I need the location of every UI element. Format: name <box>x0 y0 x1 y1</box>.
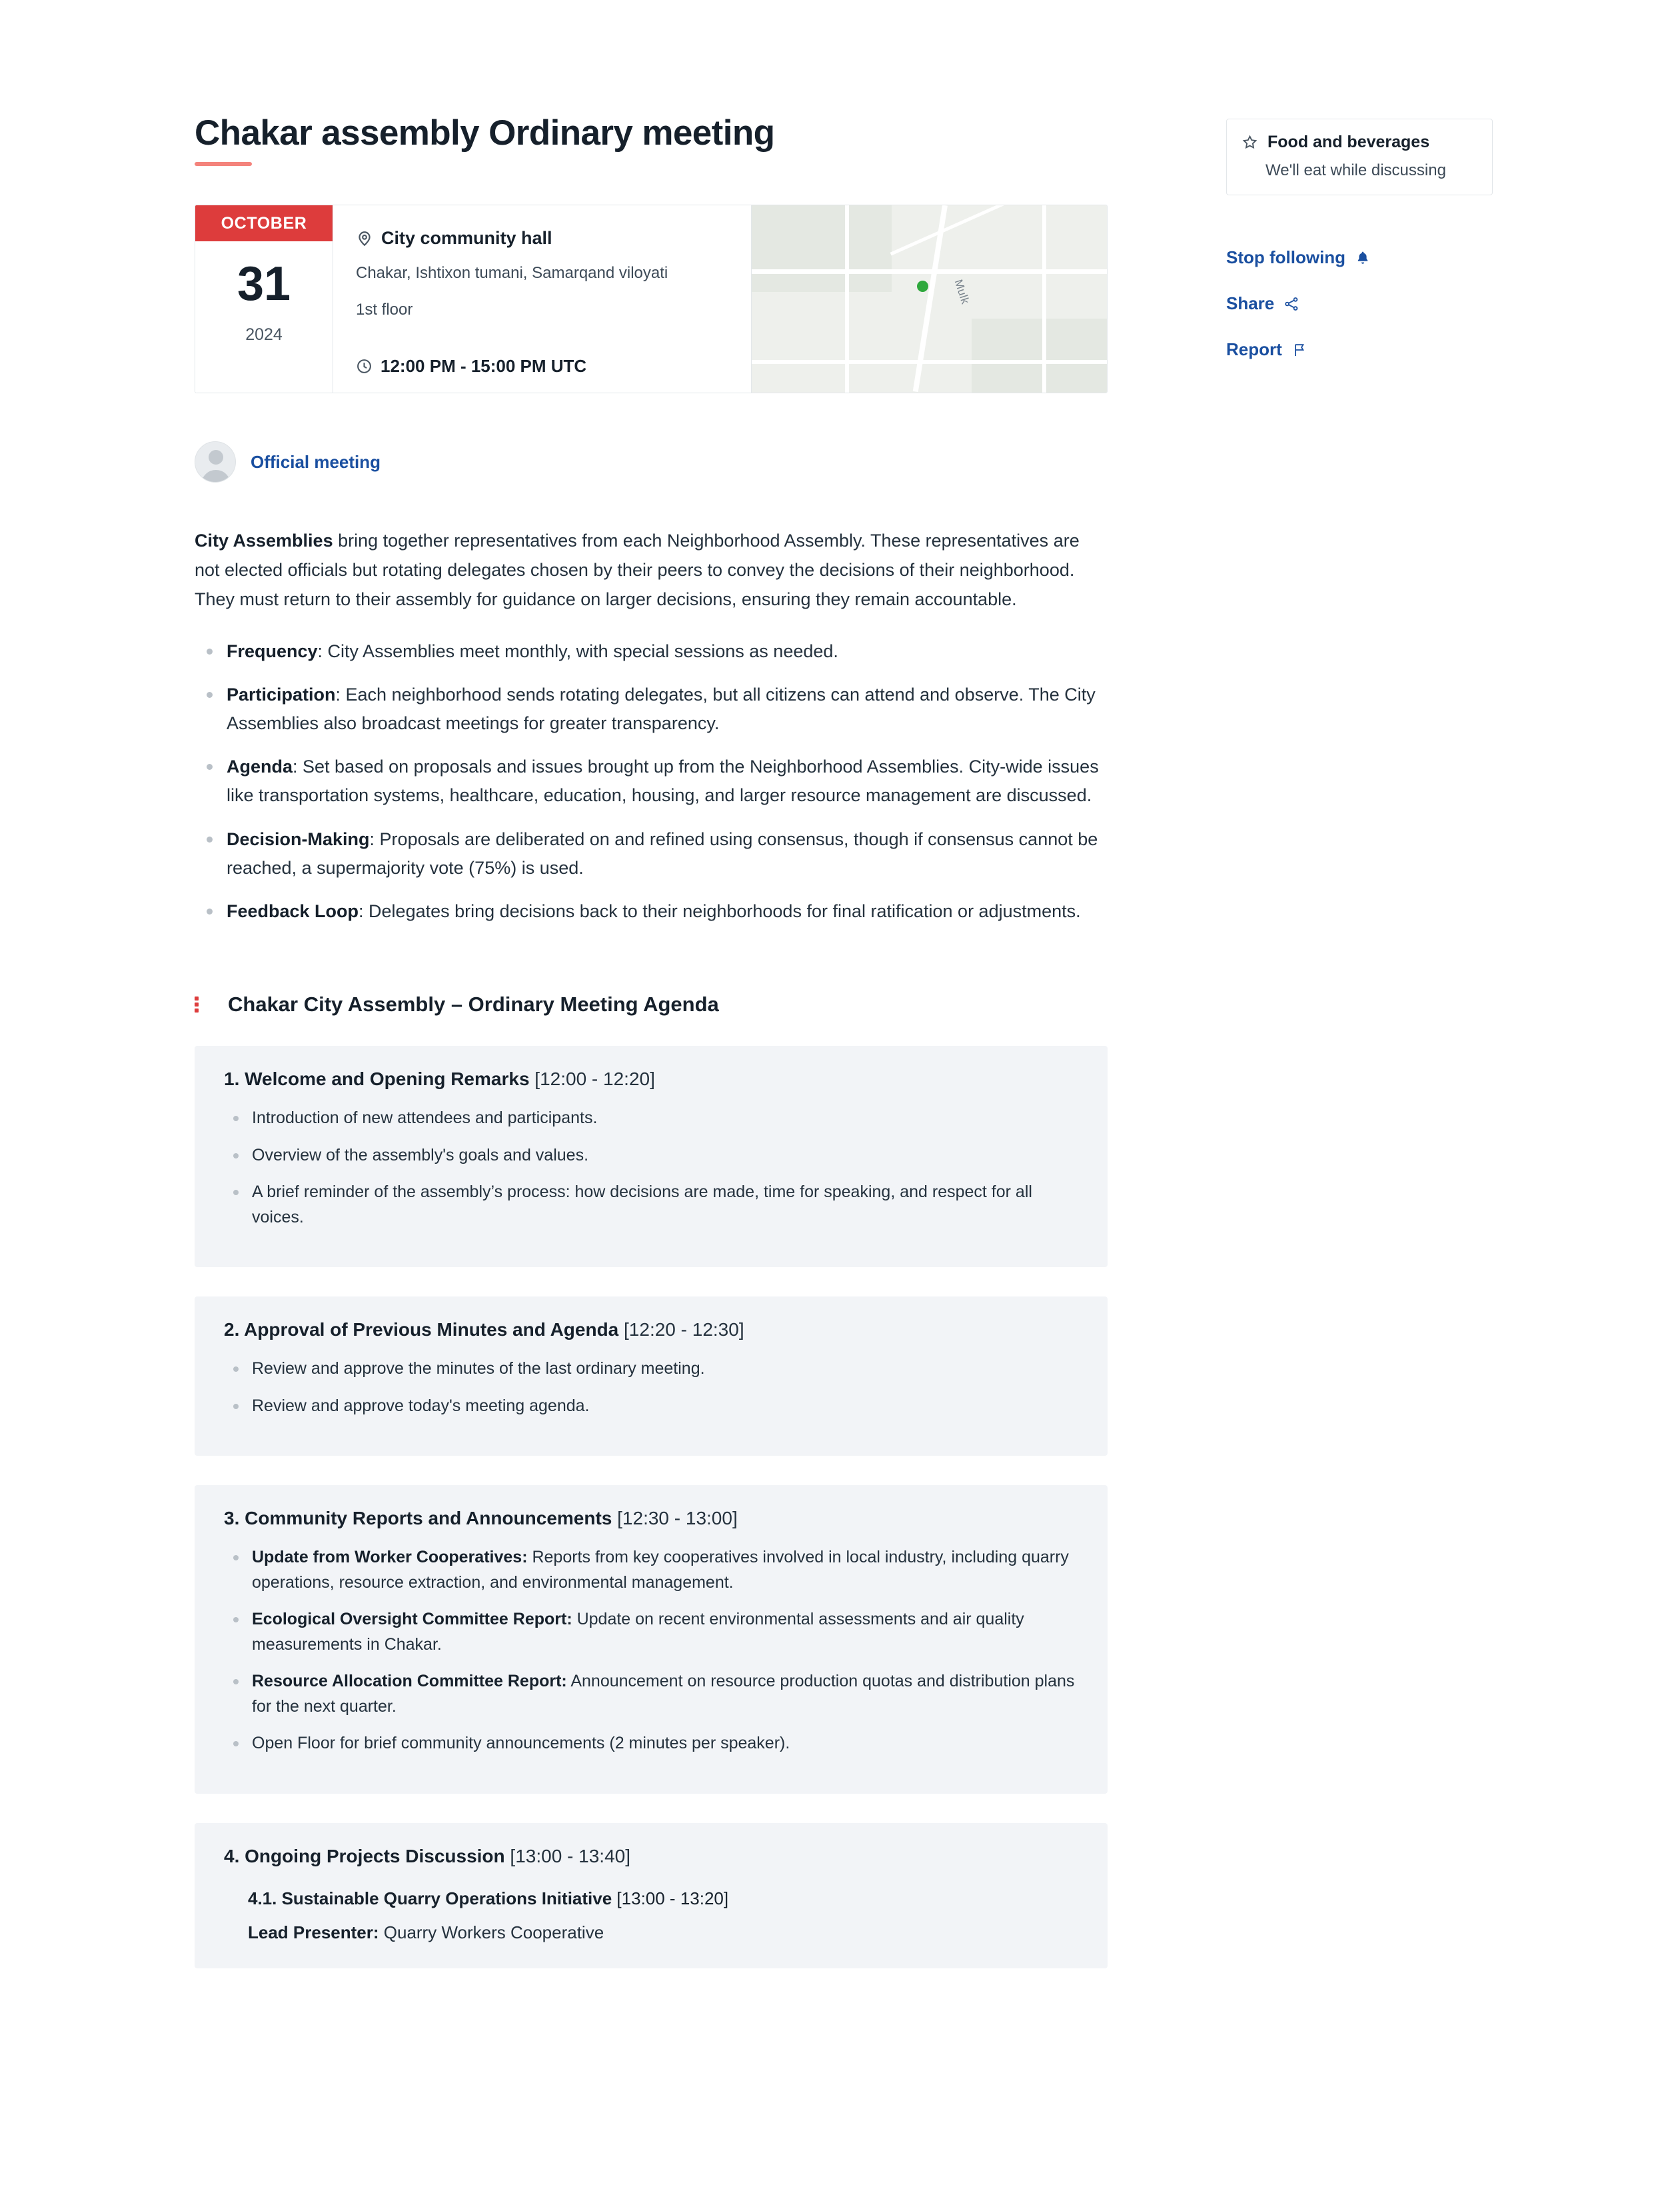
page-title: Chakar assembly Ordinary meeting <box>195 113 775 153</box>
agenda-section-title <box>224 1846 1078 1867</box>
author-row[interactable] <box>195 441 1108 483</box>
venue-name: City community hall <box>381 228 552 249</box>
flag-icon <box>1291 342 1307 358</box>
clock-icon <box>356 358 373 375</box>
bullet-text: Overview of the assembly's goals and values. <box>252 1145 589 1164</box>
agenda-section-title <box>224 1319 1078 1340</box>
map-location-dot <box>917 281 928 292</box>
bullet-label: Feedback Loop <box>227 901 359 921</box>
location-pin-icon <box>356 230 373 247</box>
agenda-section-2 <box>195 1296 1108 1456</box>
agenda-title-time: [12:00 - 12:20] <box>534 1069 655 1090</box>
agenda-heading <box>195 993 1108 1017</box>
bullet-text: A brief reminder of the assembly’s process: how decisions are made, time for speaking, and respect for all voices. <box>252 1182 1032 1226</box>
agenda-heading-text: Chakar City Assembly – Ordinary Meeting Agenda <box>228 993 719 1017</box>
bullet-label: Resource Allocation Committee Report: <box>252 1672 567 1691</box>
bullet-label: Update from Worker Cooperatives: <box>252 1548 528 1567</box>
intro-lead-rest: bring together representatives from each Neighborhood Assembly. These representatives are not elected officials but rotating delegates chosen by their peers to convey the decisions of their neighborhood. They must return to their assembly for guidance on larger decisions, ensuring they remain accountable. <box>195 531 1080 609</box>
agenda-section-title <box>224 1508 1078 1529</box>
bullet-label: Decision-Making <box>227 829 370 849</box>
food-box-subtitle: We'll eat while discussing <box>1265 161 1446 179</box>
agenda-title-text: 2. Approval of Previous Minutes and Agenda <box>224 1319 619 1340</box>
stop-following-label: Stop following <box>1226 247 1346 267</box>
user-avatar-icon <box>195 441 236 483</box>
venue-name-row <box>356 228 731 249</box>
agenda-section-3 <box>195 1485 1108 1794</box>
share-label: Share <box>1226 293 1275 313</box>
agenda-subsection-text: 4.1. Sustainable Quarry Operations Initiative <box>248 1888 612 1908</box>
list-item <box>224 1394 1078 1419</box>
list-item <box>224 1607 1078 1657</box>
list-item <box>224 1731 1078 1756</box>
event-date-block <box>195 205 333 393</box>
bullet-text: Update on recent environmental assessments and air quality measurements in Chakar. <box>252 1610 1024 1654</box>
list-item <box>224 1143 1078 1168</box>
list-item <box>195 825 1108 883</box>
bullet-text: Review and approve the minutes of the last ordinary meeting. <box>252 1359 705 1378</box>
food-box-header <box>1242 133 1477 152</box>
agenda-title-time: [13:00 - 13:40] <box>510 1845 630 1866</box>
presenter-label: Lead Presenter: <box>248 1922 379 1942</box>
bullet-text: : Delegates bring decisions back to their neighborhoods for final ratification or adjustments. <box>359 901 1081 921</box>
bullet-text: : Proposals are deliberated on and refined using consensus, though if consensus cannot be reached, a supermajority vote (75%) is used. <box>227 829 1098 878</box>
list-item <box>224 1356 1078 1382</box>
agenda-title-text: 1. Welcome and Opening Remarks <box>224 1069 530 1090</box>
list-item <box>224 1545 1078 1595</box>
agenda-section-1 <box>195 1046 1108 1267</box>
bullet-text: Open Floor for brief community announcements (2 minutes per speaker). <box>252 1734 790 1753</box>
list-item <box>224 1106 1078 1131</box>
share-icon <box>1283 296 1299 312</box>
event-venue-block <box>333 205 751 393</box>
bullet-text: Announcement on resource production quotas and distribution plans for the next quarter. <box>252 1672 1075 1716</box>
event-time: 12:00 PM - 15:00 PM UTC <box>381 356 587 377</box>
event-day: 31 <box>237 257 291 311</box>
food-box-title: Food and beverages <box>1267 133 1430 151</box>
event-year: 2024 <box>245 325 283 345</box>
presenter-value: Quarry Workers Cooperative <box>379 1922 604 1942</box>
food-and-beverages-box <box>1226 119 1493 195</box>
venue-address: Chakar, Ishtixon tumani, Samarqand viloyati <box>356 264 668 283</box>
agenda-subsection-time: [13:00 - 13:20] <box>616 1888 729 1908</box>
report-button[interactable] <box>1226 339 1493 360</box>
agenda-bullet-list <box>224 1545 1078 1756</box>
agenda-title-text: 3. Community Reports and Announcements <box>224 1508 612 1529</box>
stop-following-button[interactable] <box>1226 247 1493 268</box>
bullet-text: Reports from key cooperatives involved in local industry, including quarry operations, resource extraction, and environmental management. <box>252 1548 1069 1592</box>
list-item <box>195 681 1108 738</box>
agenda-section-title <box>224 1069 1078 1090</box>
star-icon <box>1242 134 1258 151</box>
event-time-row <box>356 356 586 377</box>
bullet-label: Agenda <box>227 757 293 777</box>
event-month: OCTOBER <box>195 205 333 241</box>
bullet-text: Review and approve today's meeting agenda. <box>252 1396 590 1415</box>
bullet-label: Ecological Oversight Committee Report: <box>252 1610 572 1629</box>
intro-bullet-list <box>195 637 1108 927</box>
bullet-text: : City Assemblies meet monthly, with special sessions as needed. <box>317 641 838 661</box>
venue-floor: 1st floor <box>356 301 413 319</box>
title-underline <box>195 162 252 166</box>
bell-icon <box>1355 250 1371 266</box>
event-map[interactable] <box>751 205 1107 393</box>
list-item <box>224 1180 1078 1230</box>
author-name[interactable]: Official meeting <box>251 451 381 472</box>
intro-lead-bold: City Assemblies <box>195 531 333 551</box>
report-label: Report <box>1226 339 1282 359</box>
agenda-title-time: [12:30 - 13:00] <box>617 1508 738 1529</box>
bullet-text: Introduction of new attendees and participants. <box>252 1108 598 1128</box>
list-item <box>195 753 1108 810</box>
agenda-bullet-list <box>224 1356 1078 1418</box>
share-button[interactable] <box>1226 293 1493 314</box>
ordered-list-icon <box>195 995 215 1014</box>
bullet-label: Frequency <box>227 641 318 661</box>
list-item <box>195 637 1108 666</box>
agenda-section-4 <box>195 1823 1108 1968</box>
list-item <box>224 1669 1078 1719</box>
bullet-text: : Each neighborhood sends rotating delegates, but all citizens can attend and observe. The City Assemblies also broadcast meetings for greater transparency. <box>227 684 1096 733</box>
event-card <box>195 205 1108 393</box>
list-item <box>195 897 1108 926</box>
main-content <box>195 113 1108 1968</box>
intro-paragraph <box>195 527 1108 614</box>
sidebar-actions <box>1226 247 1493 360</box>
agenda-title-time: [12:20 - 12:30] <box>624 1319 744 1340</box>
bullet-text: : Set based on proposals and issues brought up from the Neighborhood Assemblies. City-wide issues like transportation systems, healthcare, education, housing, and larger resource management are discussed. <box>227 757 1099 806</box>
agenda-presenter-row <box>248 1922 1078 1943</box>
agenda-subsection-title <box>248 1888 1078 1909</box>
bullet-label: Participation <box>227 684 336 705</box>
agenda-bullet-list <box>224 1106 1078 1230</box>
map-street-label: Mulk <box>952 278 972 307</box>
sidebar <box>1226 119 1493 385</box>
agenda-title-text: 4. Ongoing Projects Discussion <box>224 1845 505 1866</box>
